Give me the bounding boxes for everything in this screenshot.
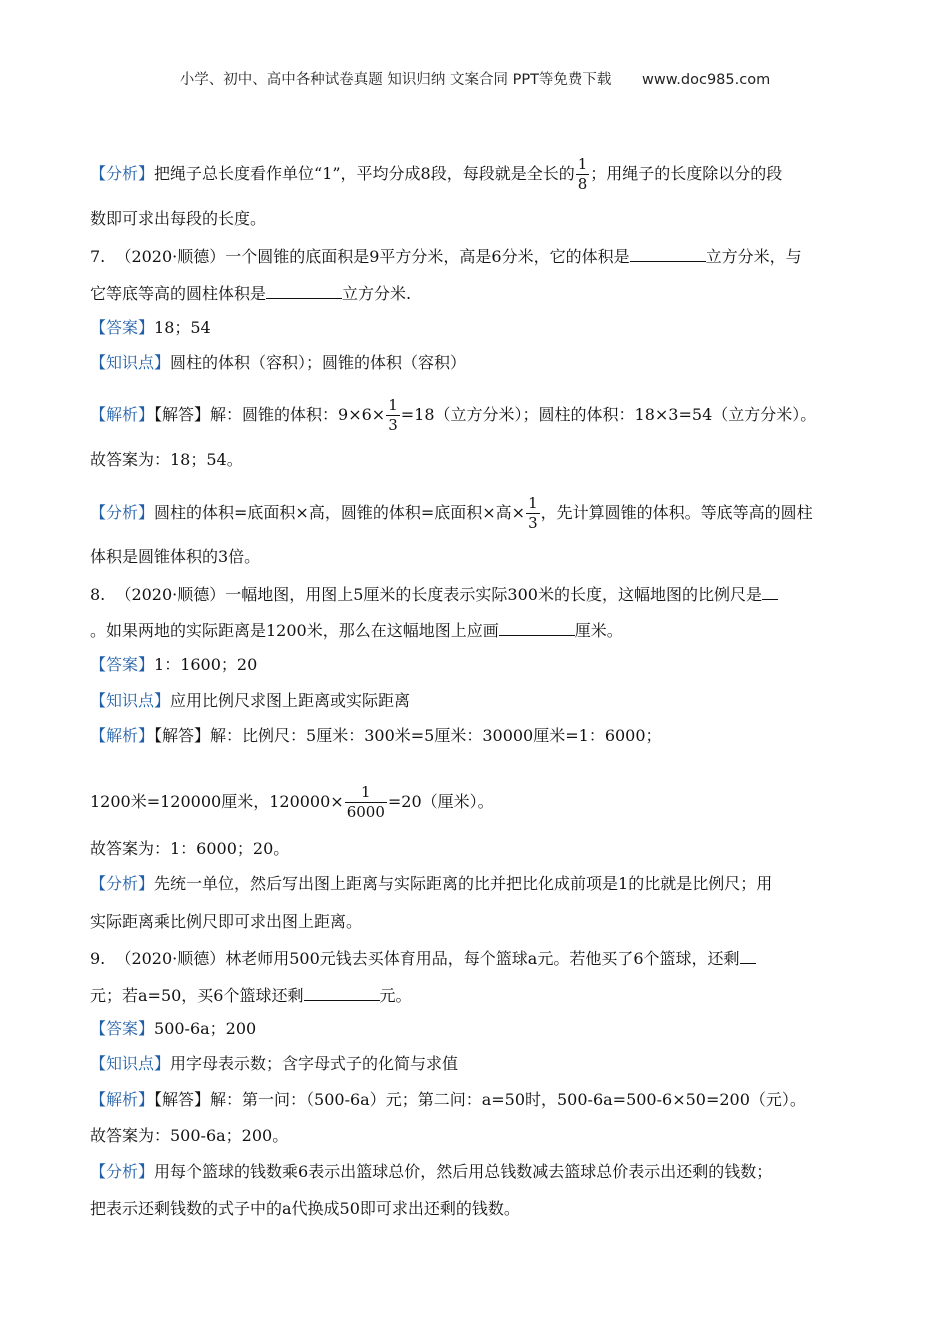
answer-blank (630, 243, 706, 262)
fraction: $\frac{1}{3}$ (528, 494, 538, 532)
q9-knowledge: 【知识点】用字母表示数；含字母式子的化简与求值 (90, 1054, 459, 1073)
q8-final: 故答案为：1：6000；20。 (90, 839, 290, 858)
q7-solution: 【解析】【解答】解：圆锥的体积：9×6× $\frac{1}{3}$ =18（立方分米）；圆柱的体积：18×3=54（立方分米）。 (90, 396, 817, 434)
q7-final: 故答案为：18；54。 (90, 450, 243, 469)
q7-line2: 它等底等高的圆柱体积是 立方分米. (90, 280, 411, 306)
fraction: $\frac{1}{8}$ (577, 155, 588, 193)
q8-analysis-line1: 【分析】先统一单位，然后写出图上距离与实际距离的比并把比化成前项是1的比就是比例尺；用 (90, 874, 773, 893)
header-text: 小学、初中、高中各种试卷真题 知识归纳 文案合同 PPT等免费下载 (179, 72, 612, 88)
q7-line1: 7. （2020·顺德）一个圆锥的底面积是9平方分米，高是6分米，它的体积是 立方分米，与 (90, 243, 802, 269)
q8-line2: 。如果两地的实际距离是1200米，那么在这幅地图上应画 厘米。 (90, 617, 623, 643)
prev-analysis-line2: 数即可求出每段的长度。 (90, 209, 267, 228)
q7-analysis-line1: 【分析】圆柱的体积=底面积×高，圆锥的体积=底面积×高× $\frac{1}{3}$ ，先计算圆锥的体积。等底等高的圆柱 (90, 494, 813, 532)
q8-analysis-line2: 实际距离乘比例尺即可求出图上距离。 (90, 912, 363, 931)
q9-line2: 元；若a=50，买6个篮球还剩 元。 (90, 982, 412, 1008)
answer-blank (762, 581, 778, 600)
q9-line1: 9. （2020·顺德）林老师用500元钱去买体育用品，每个篮球a元。若他买了6个篮球，还剩 (90, 945, 756, 971)
fraction: $\frac{1}{3}$ (388, 396, 398, 434)
knowledge-tag: 【知识点】 (90, 691, 171, 710)
parse-tag: 【解析】 (90, 405, 155, 424)
q7-answer: 【答案】18；54 (90, 318, 211, 337)
answer-tag: 【答案】 (90, 318, 155, 337)
answer-blank (266, 280, 342, 299)
q9-analysis-line1: 【分析】用每个篮球的钱数乘6表示出篮球总价，然后用总钱数减去篮球总价表示出还剩的钱数； (90, 1162, 773, 1181)
q8-line1: 8. （2020·顺德）一幅地图，用图上5厘米的长度表示实际300米的长度，这幅地图的比例尺是 (90, 581, 778, 607)
q7-analysis-line2: 体积是圆锥体积的3倍。 (90, 547, 261, 566)
parse-tag: 【解析】 (90, 726, 155, 745)
answer-blank (304, 982, 380, 1001)
answer-tag: 【答案】 (90, 1019, 155, 1038)
question-number: 8. (90, 585, 106, 604)
analysis-tag: 【分析】 (90, 874, 155, 893)
q8-knowledge: 【知识点】应用比例尺求图上距离或实际距离 (90, 691, 411, 710)
parse-tag: 【解析】 (90, 1090, 155, 1109)
q8-solution-line1: 【解析】【解答】解：比例尺：5厘米：300米=5厘米：30000厘米=1：6000； (90, 726, 662, 745)
analysis-tag: 【分析】 (90, 1162, 155, 1181)
fraction: $\frac{1}{6000}$ (346, 783, 385, 821)
header-url[interactable]: www.doc985.com (642, 72, 771, 88)
question-number: 7. (90, 247, 106, 266)
q9-answer: 【答案】500-6a；200 (90, 1019, 257, 1038)
q9-analysis-line2: 把表示还剩钱数的式子中的a代换成50即可求出还剩的钱数。 (90, 1199, 520, 1218)
analysis-tag: 【分析】 (90, 164, 155, 183)
q8-answer: 【答案】1：1600；20 (90, 655, 258, 674)
q9-final: 故答案为：500-6a；200。 (90, 1126, 289, 1145)
analysis-tag: 【分析】 (90, 503, 155, 522)
q8-solution-line2: 1200米=120000厘米，120000× $\frac{1}{6000}$ =20（厘米）。 (90, 783, 494, 821)
answer-blank (499, 617, 575, 636)
q9-solution: 【解析】【解答】解：第一问：（500-6a）元；第二问：a=50时，500-6a=500-6×50=200（元）。 (90, 1090, 806, 1109)
page-header (0, 68, 950, 89)
prev-analysis-line1: 【分析】把绳子总长度看作单位“1”，平均分成8段，每段就是全长的 $\frac{1}{8}$ ；用绳子的长度除以分的段 (90, 155, 783, 193)
answer-tag: 【答案】 (90, 655, 155, 674)
knowledge-tag: 【知识点】 (90, 1054, 171, 1073)
question-number: 9. (90, 949, 106, 968)
answer-blank (740, 945, 756, 964)
q7-knowledge: 【知识点】圆柱的体积（容积）；圆锥的体积（容积） (90, 353, 467, 372)
knowledge-tag: 【知识点】 (90, 353, 171, 372)
